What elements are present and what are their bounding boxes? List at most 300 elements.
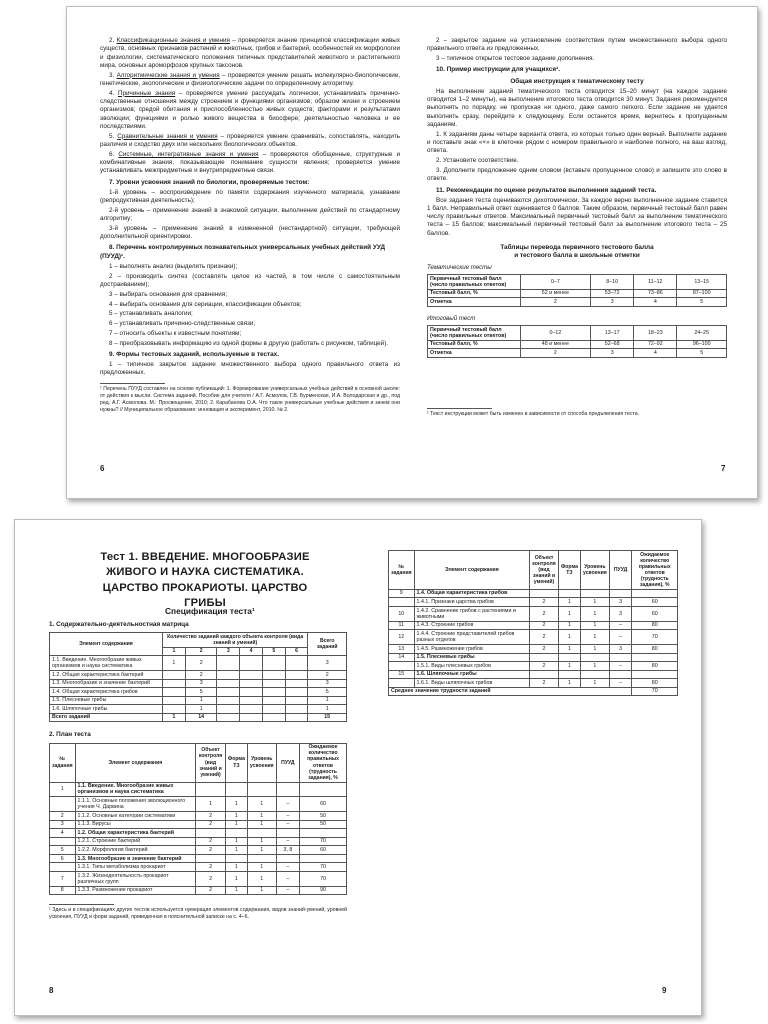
footnote-rule: [427, 408, 492, 409]
header-cell: Объект контроля (вид знаний и умений): [530, 551, 559, 590]
header-cell: Уровень усвоения: [247, 743, 276, 782]
header-cell: Количество заданий каждого объекта контроля (вида знаний и умений): [162, 633, 308, 647]
p6-heading-8: 8. Перечень контролируемых познавательных универсальных учебных действий УУД (ПУУД)¹.: [100, 244, 386, 260]
value-cell: [50, 863, 76, 872]
count-cell: 1: [162, 656, 185, 671]
average-row: [389, 687, 678, 696]
p7-final-label: Итоговый тест: [427, 314, 476, 322]
table-row: [50, 688, 347, 697]
p6-paragraphs: [100, 37, 400, 176]
footnote-rule: [100, 383, 165, 384]
value-cell: 80: [632, 679, 678, 688]
count-cell: [285, 688, 308, 697]
table-row: [50, 829, 347, 838]
header-row: [389, 551, 678, 590]
count-cell: [240, 696, 263, 705]
table-row: [389, 589, 678, 598]
p7-top-paragraphs: [427, 37, 727, 63]
count-cell: [217, 656, 240, 671]
table-row: [50, 846, 347, 855]
count-cell: [240, 656, 263, 671]
value-cell: 70: [300, 871, 347, 886]
count-cell: [162, 671, 185, 680]
value-cell: 2: [196, 871, 226, 886]
count-cell: [240, 705, 263, 714]
count-cell: 3: [185, 679, 217, 688]
element-cell: 1.4.1. Признаки царства грибов: [414, 598, 530, 607]
value-cell: [247, 782, 276, 797]
p6-heading-9: 9. Формы тестовых заданий, используемые в тестах.: [109, 351, 280, 359]
value-cell: 3: [50, 820, 76, 829]
page-8-body: [49, 621, 347, 921]
value-cell: 5: [677, 349, 727, 358]
value-cell: [530, 670, 559, 679]
value-cell: 2: [530, 621, 559, 630]
count-cell: 3: [308, 656, 347, 671]
table-row: [50, 854, 347, 863]
value-cell: 2: [196, 863, 226, 872]
header-cell: Элемент содержания: [50, 633, 163, 656]
header-cell: № задания: [389, 551, 415, 590]
value-cell: [609, 653, 632, 662]
value-cell: 2: [530, 662, 559, 671]
element-cell: 1.1.3. Вирусы: [75, 820, 196, 829]
underlined-term: Сравнительные знания и умения: [117, 132, 218, 140]
paragraph: 6. Системные, интегративные знания и умения – проверяются обобщенные, структурные и комбинативные знания, показывающие понимание сущности явления; проверяется умение устанавливать межпредметные и внутрипредметные связи.: [100, 150, 400, 175]
count-cell: 2: [308, 671, 347, 680]
page-9-body: [388, 550, 678, 696]
value-cell: 96–100: [677, 340, 727, 349]
test-title: Тест 1. ВВЕДЕНИЕ. МНОГООБРАЗИЕ ЖИВОГО И НАУКА СИСТЕМАТИКА. ЦАРСТВО ПРОКАРИОТЫ. ЦАРСТВО ГРИБЫ: [100, 551, 310, 610]
value-cell: 3: [609, 645, 632, 654]
p7-heading-10: 10. Пример инструкции для учащихся¹.: [436, 66, 560, 74]
footnote-rule: [49, 904, 114, 905]
value-cell: [300, 854, 347, 863]
table-row: [428, 340, 727, 349]
count-cell: 1: [162, 713, 185, 722]
table-row: [50, 696, 347, 705]
count-cell: [162, 705, 185, 714]
table-row: [50, 705, 347, 714]
value-cell: 2: [196, 846, 226, 855]
element-cell: 1.1. Введение. Многообразие живых организмов и наука систематика: [75, 782, 196, 797]
value-cell: –: [276, 812, 299, 821]
value-cell: 52 и менее: [520, 289, 590, 298]
header-cell: 5: [262, 647, 285, 655]
value-cell: 11: [389, 621, 415, 630]
element-cell: 1.2.1. Строение бактерий: [75, 837, 196, 846]
table-row: [50, 871, 347, 886]
count-cell: 5: [185, 688, 217, 697]
count-cell: [217, 679, 240, 688]
row-label-cell: Тестовый балл, %: [428, 340, 521, 349]
value-cell: [247, 854, 276, 863]
count-cell: [217, 705, 240, 714]
header-cell: Форма ТЗ: [225, 743, 247, 782]
table-row: [50, 863, 347, 872]
value-cell: 1: [225, 846, 247, 855]
count-cell: [262, 679, 285, 688]
average-label: Среднее значение трудности заданий: [389, 687, 632, 696]
paragraph: 3. Алгоритмические знания и умения – проверяется умение решать молекулярно-биологические, генетические, экологические и физиологические задачи по определенному алгоритму.: [100, 71, 400, 87]
p7-recommendation: Все задания теста оцениваются дихотомически. За каждое верно выполненное задание ставится 1 балл. Неправильный ответ оценивается 0 баллов. Таким образом, первичный тестовый балл равен числу правильных ответов. Максимальный первичный тестовый балл за выполнение тематического теста – 15 баллов; максимальный первичный тестовый балл за выполнение итогового теста – 25 баллов.: [427, 196, 727, 237]
count-cell: [240, 679, 263, 688]
p7-heading-10-sub: Общая инструкция к тематическому тесту: [510, 77, 644, 85]
value-cell: –: [609, 630, 632, 645]
count-cell: [262, 671, 285, 680]
count-cell: 2: [185, 671, 217, 680]
header-cell: № задания: [50, 743, 76, 782]
count-cell: [262, 688, 285, 697]
value-cell: [50, 837, 76, 846]
value-cell: 14: [389, 653, 415, 662]
value-cell: [225, 829, 247, 838]
instruction-item: На выполнение заданий тематического теста отводится 15–20 минут (на каждое задание отводится 1–2 минуты), на выполнение итогового теста отводится 30 минут. Задания рекомендуется выполнять по порядку, не пропуская ни одного, даже самого легкого. Если задание не удается выполнить сразу, перейдите к следующему. Если останется время, вернитесь к пропущенным заданиям.: [427, 87, 727, 128]
value-cell: 1: [580, 606, 609, 621]
instruction-item: 2. Установите соответствие.: [436, 157, 519, 165]
count-cell: [162, 696, 185, 705]
header-cell: Ожидаемое количество правильных ответов (трудность задания), %: [300, 743, 347, 782]
value-cell: [276, 829, 299, 838]
count-cell: [285, 671, 308, 680]
value-cell: 80: [632, 662, 678, 671]
value-cell: 53–72: [591, 289, 634, 298]
value-cell: [196, 829, 226, 838]
value-cell: 50: [300, 820, 347, 829]
count-cell: [285, 696, 308, 705]
table-row: [389, 679, 678, 688]
value-cell: 60: [632, 606, 678, 621]
table-row: [50, 671, 347, 680]
element-cell: 1.6. Шляпочные грибы: [50, 705, 163, 714]
value-cell: [300, 829, 347, 838]
element-cell: 1.4.5. Размножение грибов: [414, 645, 530, 654]
value-cell: 1: [247, 837, 276, 846]
specification-heading: Спецификация теста¹: [165, 606, 255, 616]
p6-footnote: ¹ Перечень ПУУД составлен на основе публикаций: 1. Формирование универсальных учебных действий в основной школе: от действия к мысли. Система заданий. Пособие для учителя / А.Г. Асмолов, Г.В. Бурменская, И.А. Володарская и др., под ред. А.Г. Асмолова. М.: Просвещение, 2010; 2. Карабанова О.А. Что такое универсальные учебные действия и зачем они нужны? // Муниципальное образование: инновация и эксперимент, 2010. № 2.: [100, 385, 400, 413]
header-cell: 2: [185, 647, 217, 655]
value-cell: 1: [558, 606, 580, 621]
count-cell: [240, 671, 263, 680]
underlined-term: Алгоритмические знания и умения: [116, 71, 220, 79]
table-row: [428, 349, 727, 358]
element-cell: Всего заданий: [50, 713, 163, 722]
action-item: 8 – преобразовывать информацию из одной формы в другую (работать с рисунком, таблицей).: [109, 339, 389, 347]
value-cell: 1: [225, 797, 247, 812]
value-cell: [276, 782, 299, 797]
element-cell: 1.4.4. Строение представителей грибов разных отделов: [414, 630, 530, 645]
count-cell: [217, 688, 240, 697]
count-cell: [217, 713, 240, 722]
level-item: 1-й уровень – воспроизведение по памяти содержания изученного материала, узнавание (репродуктивная деятельность);: [100, 188, 400, 204]
page-number-9: 9: [662, 986, 667, 995]
value-cell: 60: [300, 797, 347, 812]
value-cell: 13–15: [677, 274, 727, 289]
value-cell: –: [276, 863, 299, 872]
header-cell: Форма ТЗ: [558, 551, 580, 590]
value-cell: 1: [247, 812, 276, 821]
count-cell: 1: [185, 705, 217, 714]
p7-instructions: [427, 88, 727, 184]
value-cell: –: [276, 837, 299, 846]
value-cell: 2: [520, 298, 590, 307]
value-cell: –: [276, 797, 299, 812]
value-cell: 1: [247, 871, 276, 886]
value-cell: 50: [300, 812, 347, 821]
value-cell: 2: [196, 820, 226, 829]
value-cell: [196, 854, 226, 863]
count-cell: 1: [308, 696, 347, 705]
value-cell: [609, 670, 632, 679]
value-cell: [580, 670, 609, 679]
value-cell: 52–68: [591, 340, 634, 349]
count-cell: [285, 713, 308, 722]
paragraph: 2 – закрытое задание на установление соответствия путем множественного выбора одного правильного ответа из предложенных.: [427, 37, 727, 53]
count-cell: [262, 705, 285, 714]
p6-actions-list: [100, 263, 400, 348]
test-plan-table-part-1: [49, 743, 347, 896]
value-cell: 1: [580, 679, 609, 688]
value-cell: 13–17: [591, 325, 634, 340]
action-item: 4 – выбирать основания для сериации, классификации объектов;: [109, 300, 302, 308]
value-cell: –: [609, 621, 632, 630]
header-cell: ПУУД: [276, 743, 299, 782]
table-row: [389, 662, 678, 671]
value-cell: 15: [389, 670, 415, 679]
value-cell: [580, 589, 609, 598]
value-cell: 1: [580, 598, 609, 607]
value-cell: [580, 653, 609, 662]
value-cell: 1: [558, 645, 580, 654]
value-cell: 3: [591, 298, 634, 307]
element-cell: 1.1.1. Основные положения эволюционного учения Ч. Дарвина: [75, 797, 196, 812]
value-cell: 1: [247, 846, 276, 855]
table-row: [389, 653, 678, 662]
value-cell: [225, 854, 247, 863]
underlined-term: Причинные знания: [117, 89, 176, 97]
value-cell: 11–12: [634, 274, 677, 289]
value-cell: 8: [50, 886, 76, 895]
value-cell: [609, 589, 632, 598]
table-row: [428, 325, 727, 340]
content-activity-matrix: [49, 632, 347, 722]
element-cell: 1.2. Общая характеристика бактерий: [75, 829, 196, 838]
header-cell: Всего заданий: [308, 633, 347, 656]
count-cell: [262, 696, 285, 705]
value-cell: 70: [300, 863, 347, 872]
table-row: [50, 886, 347, 895]
value-cell: [558, 670, 580, 679]
value-cell: 3: [591, 349, 634, 358]
value-cell: 80: [632, 621, 678, 630]
count-cell: [217, 696, 240, 705]
matrix-heading: 1. Содержательно-деятельностная матрица: [49, 621, 189, 628]
value-cell: 2: [530, 679, 559, 688]
value-cell: 1: [247, 820, 276, 829]
table-row: [389, 621, 678, 630]
value-cell: 90: [300, 886, 347, 895]
value-cell: 0–7: [520, 274, 590, 289]
value-cell: –: [276, 886, 299, 895]
level-item: 2-й уровень – применение знаний в знакомой ситуации, выполнение действий по стандартному алгоритму;: [100, 206, 400, 223]
table-row: [428, 274, 727, 289]
count-cell: 5: [308, 688, 347, 697]
element-cell: 1.5.1. Виды плесневых грибов: [414, 662, 530, 671]
value-cell: 4: [634, 349, 677, 358]
value-cell: 5: [677, 298, 727, 307]
value-cell: 1: [558, 662, 580, 671]
value-cell: 1: [580, 630, 609, 645]
value-cell: 3, 8: [276, 846, 299, 855]
count-cell: 2: [185, 656, 217, 671]
element-cell: 1.1.2. Основные категории систематики: [75, 812, 196, 821]
element-cell: 1.3.1. Типы метаболизма прокариот: [75, 863, 196, 872]
paragraph: 5. Сравнительные знания и умения – проверяется умение сравнивать, сопоставлять, находить различия и сходство двух или нескольких биологических объектов.: [100, 132, 400, 149]
value-cell: 1: [247, 863, 276, 872]
page-number-8: 8: [49, 986, 54, 995]
element-cell: 1.5. Плесневые грибы: [50, 696, 163, 705]
count-cell: [285, 656, 308, 671]
value-cell: 1: [50, 782, 76, 797]
average-value: 70: [632, 687, 678, 696]
page-number-7: 7: [721, 464, 726, 473]
p7-tables-title: Таблицы перевода первичного тестового балла и тестового балла в школьные отметки: [500, 244, 654, 260]
thematic-score-table: [427, 274, 727, 307]
value-cell: 1: [225, 886, 247, 895]
table-row: [50, 679, 347, 688]
element-cell: 1.1. Введение. Многообразие живых организмов и наука систематика: [50, 656, 163, 671]
element-cell: 1.6.1. Виды шляпочных грибов: [414, 679, 530, 688]
level-item: 3-й уровень – применение знаний в измененной (нестандартной) ситуации, требующей дополнительной ориентировки.: [100, 224, 400, 241]
count-cell: 14: [185, 713, 217, 722]
value-cell: 73–86: [634, 289, 677, 298]
row-label-cell: Тестовый балл, %: [428, 289, 521, 298]
count-cell: 3: [308, 679, 347, 688]
value-cell: 2: [196, 886, 226, 895]
value-cell: 6: [50, 854, 76, 863]
header-cell: Элемент содержания: [75, 743, 196, 782]
value-cell: [632, 670, 678, 679]
value-cell: [389, 598, 415, 607]
page-6-body: [100, 37, 400, 414]
value-cell: 10: [389, 606, 415, 621]
header-cell: ПУУД: [609, 551, 632, 590]
element-cell: 1.2. Общая характеристика бактерий: [50, 671, 163, 680]
count-cell: [262, 713, 285, 722]
count-cell: 15: [308, 713, 347, 722]
value-cell: [300, 782, 347, 797]
value-cell: 4: [634, 298, 677, 307]
element-cell: 1.4.3. Строение грибов: [414, 621, 530, 630]
element-cell: 1.2.2. Морфология бактерий: [75, 846, 196, 855]
value-cell: 4: [50, 829, 76, 838]
row-label-cell: Первичный тестовый балл (число правильных ответов): [428, 325, 521, 340]
count-cell: [285, 705, 308, 714]
value-cell: 3: [609, 598, 632, 607]
value-cell: [530, 653, 559, 662]
table-row: [428, 289, 727, 298]
p6-heading-7: 7. Уровни усвоения знаний по биологии, проверяемые тестом:: [109, 178, 310, 186]
header-row: [50, 633, 347, 647]
count-cell: 1: [185, 696, 217, 705]
p7-footnote: ¹ Текст инструкции может быть изменен в зависимости от способа предъявления теста.: [427, 410, 640, 417]
value-cell: 1: [558, 621, 580, 630]
value-cell: 60: [300, 846, 347, 855]
row-label-cell: Первичный тестовый балл (число правильных ответов): [428, 274, 521, 289]
instruction-item: 3. Дополните предложение одним словом (вставьте пропущенное слово) и запишите это слово в ответе.: [427, 166, 727, 183]
table-row: [50, 812, 347, 821]
value-cell: –: [609, 662, 632, 671]
value-cell: 12: [389, 630, 415, 645]
value-cell: 1: [558, 598, 580, 607]
action-item: 2 – производить синтез (составлять целое из частей, в том числе с самостоятельным достраиванием);: [100, 272, 400, 288]
test-plan-table-part-2: [388, 550, 678, 696]
action-item: 5 – устанавливать аналогии;: [109, 310, 193, 318]
value-cell: 1: [558, 630, 580, 645]
p6-levels-list: [100, 189, 400, 242]
header-row: [50, 743, 347, 782]
table-row: [50, 782, 347, 797]
page-number-6: 6: [100, 464, 105, 473]
count-cell: [285, 679, 308, 688]
value-cell: 3: [609, 606, 632, 621]
table-row: [389, 630, 678, 645]
value-cell: 7: [50, 871, 76, 886]
header-cell: Ожидаемое количество правильных ответов (трудность задания), %: [632, 551, 678, 590]
p7-heading-11: 11. Рекомендации по оценке результатов выполнения заданий теста.: [436, 186, 657, 194]
value-cell: [632, 653, 678, 662]
table-row: [389, 670, 678, 679]
paragraph: 3 – типичное открытое тестовое задание дополнения.: [436, 55, 595, 63]
value-cell: 70: [300, 837, 347, 846]
value-cell: 2: [196, 837, 226, 846]
p8-footnote: ¹ Здесь и в спецификациях других тестов используется нумерация элементов содержания, видов знаний-умений, уровней усвоения, ПУУД и форм заданий, приведенная в пояснительной записке на с. 4–6.: [49, 907, 347, 921]
value-cell: 2: [50, 812, 76, 821]
value-cell: 13: [389, 645, 415, 654]
value-cell: 72–92: [634, 340, 677, 349]
paragraph: 4. Причинные знания – проверяется умение рассуждать логически, устанавливать причинно-следственные отношения между строением и функциями организмов; образом жизни и строением организмов; средой обитания и приспособленностью живых существ; факторами и результатами эволюции; функциями и ролью живого вещества в биосфере; деятельностью человека и ее последствиями.: [100, 89, 400, 130]
value-cell: 1: [225, 820, 247, 829]
final-score-table: [427, 325, 727, 358]
value-cell: 2: [530, 630, 559, 645]
action-item: 3 – выбирать основания для сравнения;: [109, 290, 227, 298]
value-cell: –: [276, 871, 299, 886]
spread-pages-8-9: [14, 519, 702, 1016]
value-cell: [50, 797, 76, 812]
element-cell: 1.3. Многообразие и значение бактерий: [75, 854, 196, 863]
value-cell: [530, 589, 559, 598]
table-row: [389, 598, 678, 607]
table-row: [389, 645, 678, 654]
table-row: [50, 656, 347, 671]
spread-pages-6-7: [66, 6, 758, 499]
value-cell: 1: [225, 837, 247, 846]
header-cell: 3: [217, 647, 240, 655]
header-cell: 1: [162, 647, 185, 655]
value-cell: 0–12: [520, 325, 590, 340]
count-cell: [240, 713, 263, 722]
value-cell: 1: [247, 886, 276, 895]
value-cell: 48 и менее: [520, 340, 590, 349]
element-cell: 1.3. Многообразие и значение бактерий: [50, 679, 163, 688]
table-row: [428, 298, 727, 307]
count-cell: [262, 656, 285, 671]
page-7-body: [427, 37, 727, 418]
value-cell: 5: [50, 846, 76, 855]
element-cell: 1.4.2. Сравнение грибов с растениями и животными: [414, 606, 530, 621]
value-cell: 1: [580, 662, 609, 671]
value-cell: 2: [520, 349, 590, 358]
